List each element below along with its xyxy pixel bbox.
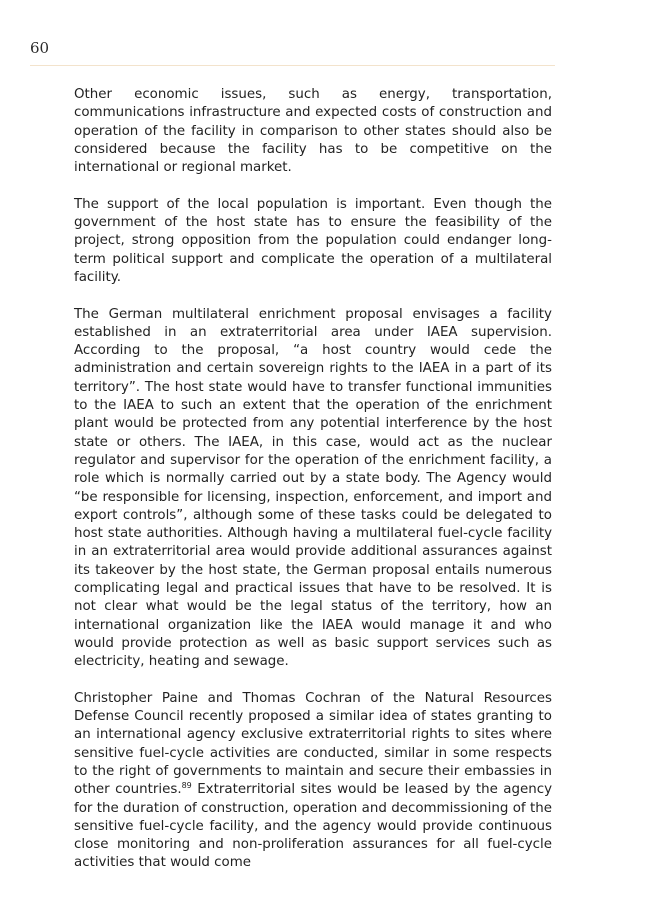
paragraph-economic-issues: Other economic issues, such as energy, transportation, communications infrastructure and expected costs of construction and operation of the facility in comparison to other states should also be considered because the facility has to be competitive on the international or regional market. [74, 87, 552, 176]
page-number: 60 [30, 39, 50, 57]
paragraph-local-population: The support of the local population is important. Even though the government of the host state has to ensure the feasibility of the project, strong opposition from the population could endanger long-term political support and complicate the operation of a multilateral facility. [74, 196, 552, 285]
paragraph-nrdc-text-1: Christopher Paine and Thomas Cochran of the Natural Resources Defense Council recently proposed a similar idea of states granting to an international agency exclusive extraterritorial rights to sites where sensitive fuel-cycle activities are conducted, similar in some respects to the right of governments to maintain and secure their embassies in other countries. [74, 690, 552, 798]
body-text [74, 86, 552, 891]
paragraph-nrdc-proposal [74, 690, 552, 873]
paragraph-nrdc-text-2: Extraterritorial sites would be leased by the agency for the duration of construction, operation and decommissioning of the sensitive fuel-cycle facility, and the agency would provide continuous close monitoring and non-proliferation assurances for all fuel-cycle activities that would come [74, 782, 552, 871]
paragraph-german-proposal: The German multilateral enrichment proposal envisages a facility established in an extraterritorial area under IAEA supervision. According to the proposal, “a host country would cede the administration and certain sovereign rights to the IAEA in a part of its territory”. The host state would have to transfer functional immunities to the IAEA to such an extent that the operation of the enrichment plant would be protected from any potential interference by the host state or others. The IAEA, in this case, would act as the nuclear regulator and supervisor for the operation of the enrichment facility, a role which is normally carried out by a state body. The Agency would “be responsible for licensing, inspection, enforcement, and import and export controls”, although some of these tasks could be delegated to host state authorities. Although having a multilateral fuel-cycle facility in an extraterritorial area would provide additional assurances against its takeover by the host state, the German proposal entails numerous complicating legal and practical issues that have to be resolved. It is not clear what would be the legal status of the territory, how an international organization like the IAEA would manage it and who would provide protection as well as basic support services such as electricity, heating and sewage. [74, 306, 552, 670]
header-divider [30, 65, 555, 66]
footnote-marker[interactable]: 89 [181, 781, 192, 791]
